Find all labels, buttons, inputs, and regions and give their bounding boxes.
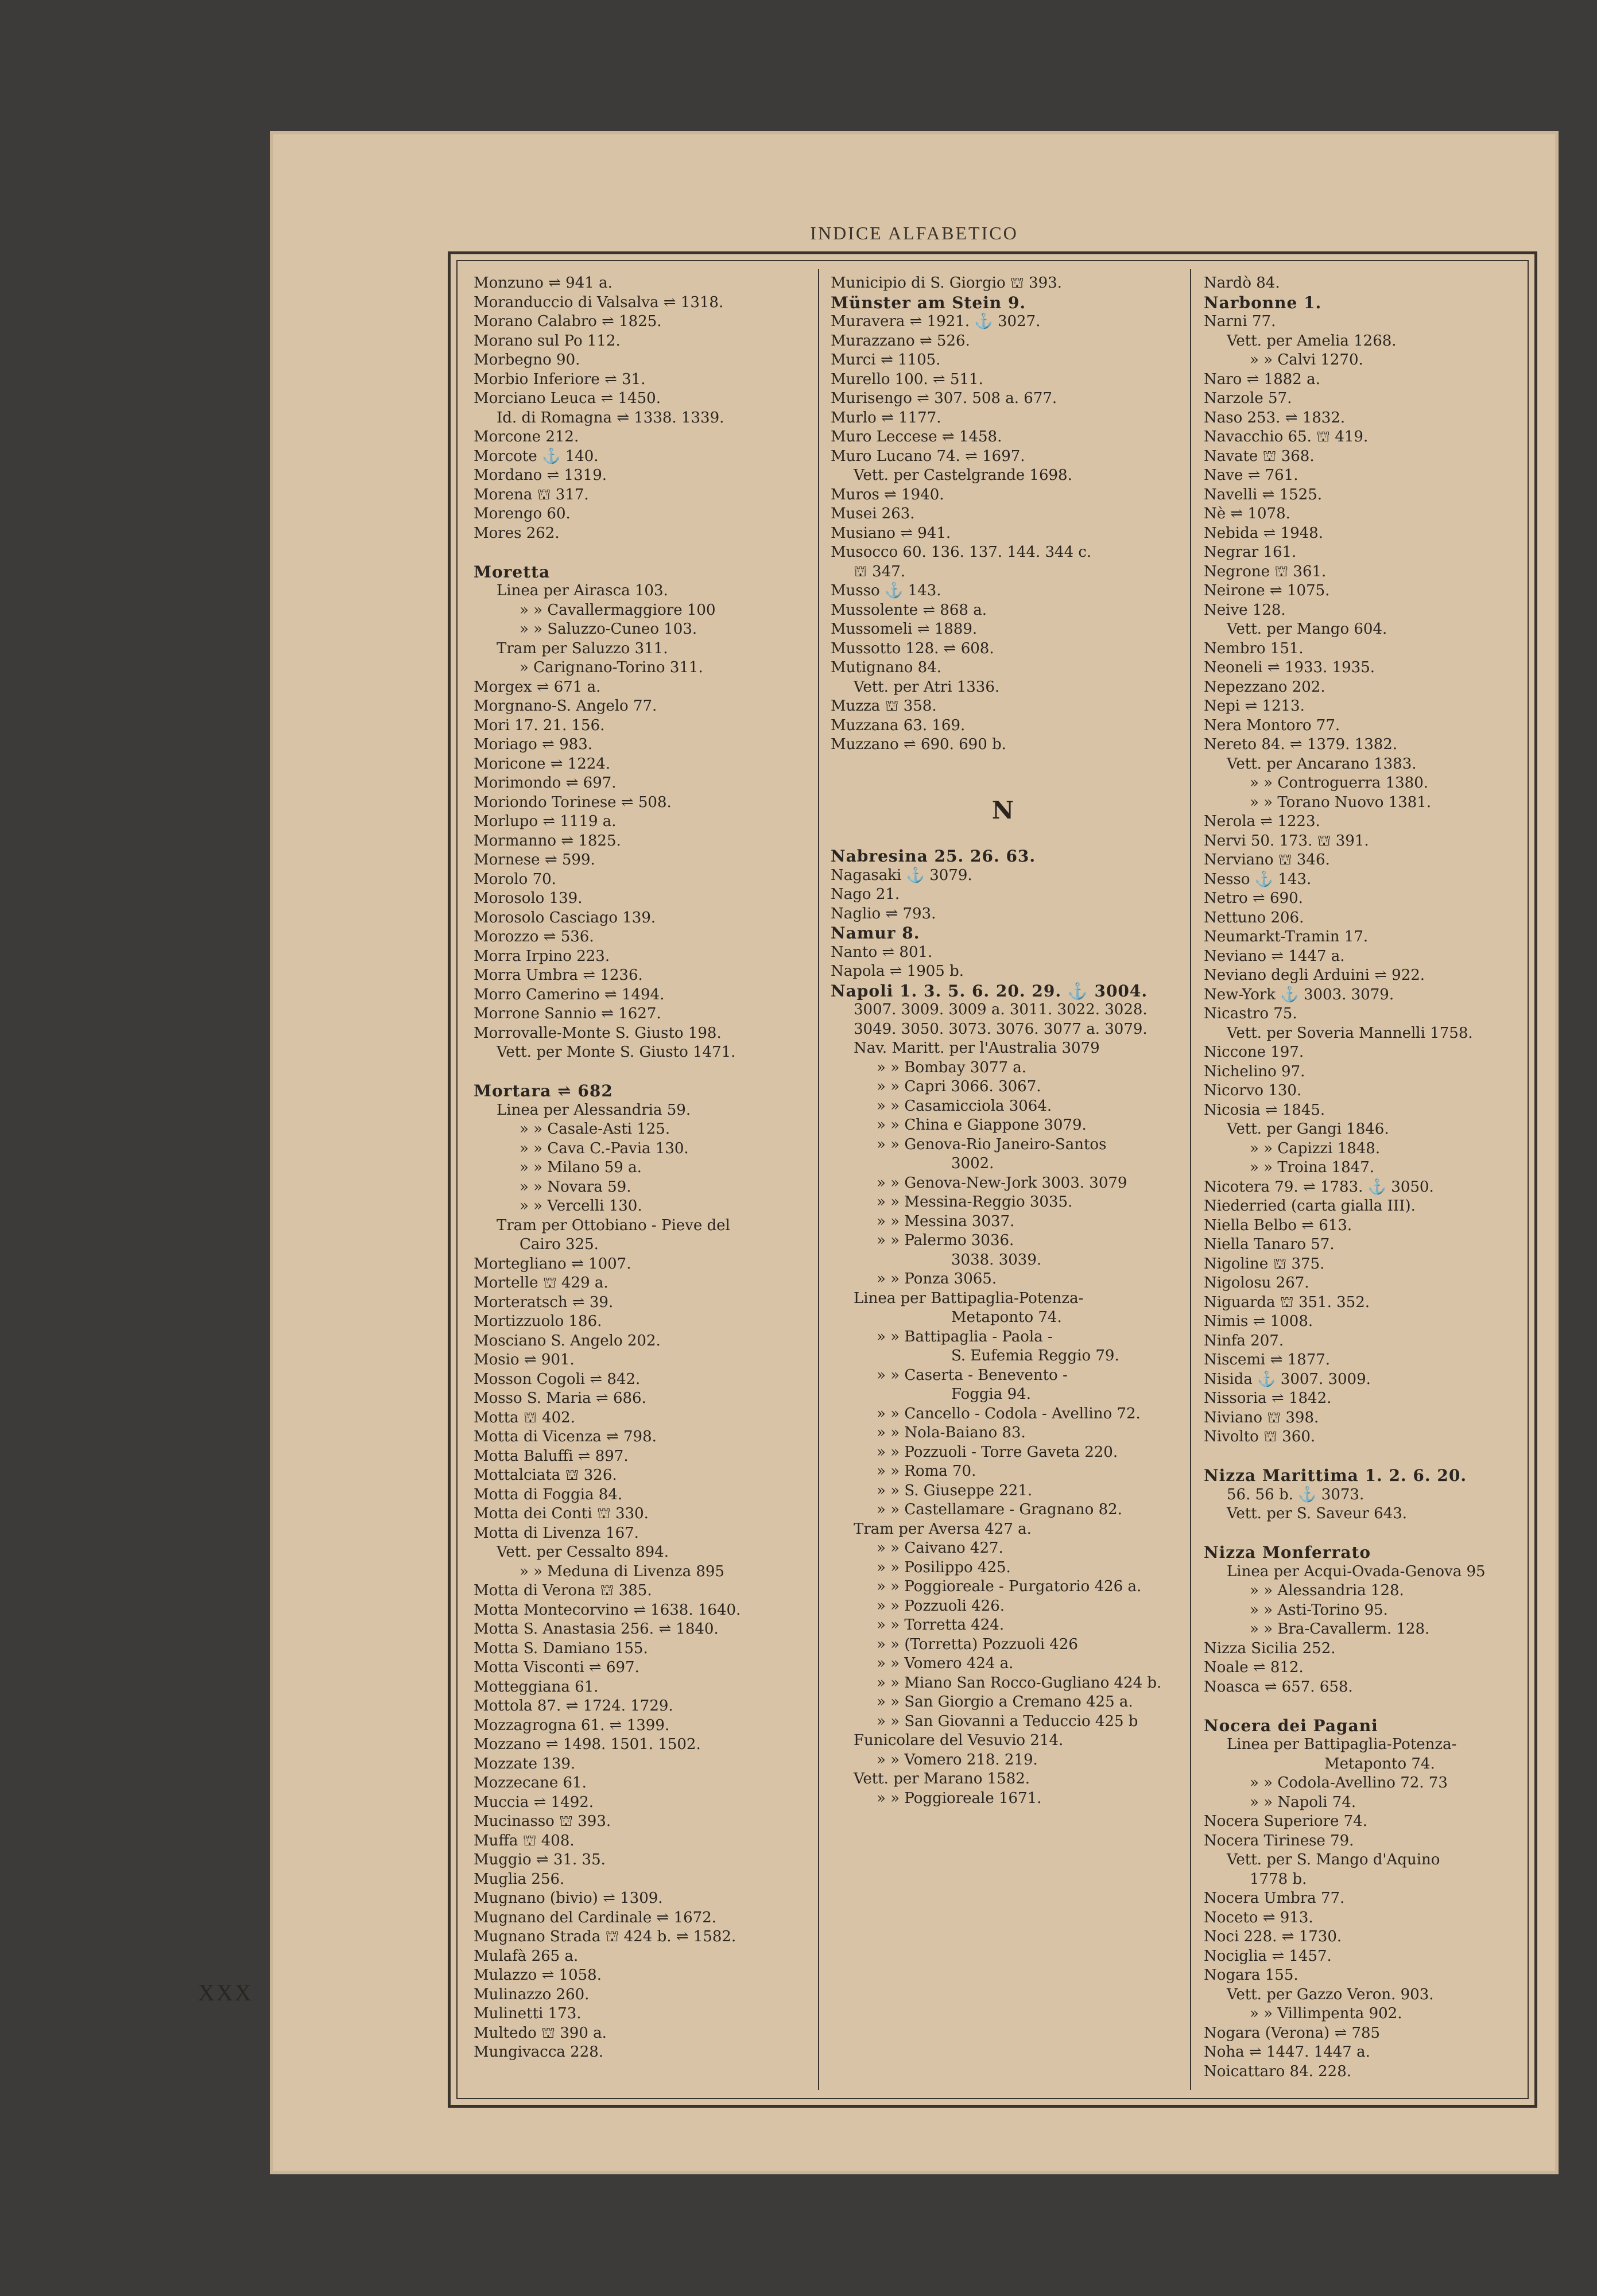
index-entry: Vett. per Gazzo Veron. 903. [1227,1985,1434,2003]
index-entry: Metaponto 74. [1324,1755,1435,1773]
index-entry: Morteratsch ⇌ 39. [474,1293,614,1311]
index-entry: Muglia 256. [474,1870,565,1888]
index-entry: Musso ⚓ 143. [831,582,941,599]
index-entry: Morlupo ⇌ 1119 a. [474,813,617,830]
index-entry: Naso 253. ⇌ 1832. [1204,409,1346,426]
index-entry: » » Cancello - Codola - Avellino 72. [877,1405,1141,1422]
index-entry: » » San Giorgio a Cremano 425 a. [877,1693,1133,1711]
index-entry: Muffa ⛫ 408. [474,1832,575,1849]
index-entry: Muzza ⛫ 358. [831,697,937,715]
page-header: INDICE ALFABETICO [810,223,1018,243]
index-entry: Linea per Battipaglia-Potenza- [854,1289,1084,1307]
index-entry: Moriondo Torinese ⇌ 508. [474,793,672,811]
index-entry: » » China e Giappone 3079. [877,1116,1087,1134]
index-entry [1204,1697,1525,1716]
index-entry: Metaponto 74. [951,1309,1062,1326]
index-entry: Napola ⇌ 1905 b. [831,963,964,980]
index-entry: » » Bra-Cavallerm. 128. [1250,1620,1430,1638]
index-entry: Niella Tanaro 57. [1204,1236,1335,1253]
index-entry: » » S. Giuseppe 221. [877,1481,1033,1499]
index-entry: Mortizzuolo 186. [474,1313,602,1330]
index-entry: Vett. per Amelia 1268. [1227,332,1397,350]
index-entry: » » Cava C.-Pavia 130. [520,1139,689,1157]
index-entry: » » Asti-Torino 95. [1250,1601,1388,1619]
index-entry: » » (Torretta) Pozzuoli 426 [877,1635,1078,1653]
index-entry: Mulinazzo 260. [474,1985,590,2003]
index-entry: Mozzecane 61. [474,1774,587,1791]
index-entry: Muzzano ⇌ 690. 690 b. [831,736,1006,753]
index-entry: Monzuno ⇌ 941 a. [474,274,613,292]
index-entry: » » Capizzi 1848. [1250,1139,1381,1157]
index-entry: Murlo ⇌ 1177. [831,409,941,426]
index-entry: Nerviano ⛫ 346. [1204,851,1330,868]
index-heading: Moretta [474,562,551,581]
index-entry: Morciano Leuca ⇌ 1450. [474,390,661,407]
index-entry: Vett. per Gangi 1846. [1227,1120,1389,1138]
index-entry: » » Torano Nuovo 1381. [1250,793,1432,811]
index-entry: Muro Lucano 74. ⇌ 1697. [831,447,1025,465]
index-entry: Nogara 155. [1204,1967,1298,1984]
index-entry: » » Casale-Asti 125. [520,1120,670,1138]
index-entry: Niella Belbo ⇌ 613. [1204,1216,1352,1234]
index-entry: Morosolo 139. [474,890,583,907]
index-entry: Municipio di S. Giorgio ⛫ 393. [831,274,1062,292]
index-entry: Nizza Sicilia 252. [1204,1639,1336,1657]
index-entry: » » Roma 70. [877,1463,976,1480]
index-entry: Nesso ⚓ 143. [1204,870,1312,888]
index-entry: Negrar 161. [1204,544,1297,561]
index-entry: Tram per Ottobiano - Pieve del [497,1216,730,1234]
index-entry: » » Troina 1847. [1250,1159,1375,1176]
index-entry: Nembro 151. [1204,639,1304,657]
index-entry: New-York ⚓ 3003. 3079. [1204,986,1394,1003]
index-entry: Murci ⇌ 1105. [831,351,941,369]
index-entry: Mortegliano ⇌ 1007. [474,1255,631,1273]
index-entry: Mottola 87. ⇌ 1724. 1729. [474,1697,673,1715]
index-entry: Narni 77. [1204,313,1276,330]
index-entry: Nera Montoro 77. [1204,716,1340,734]
index-entry: » » Torretta 424. [877,1616,1005,1634]
index-entry: Nereto 84. ⇌ 1379. 1382. [1204,736,1398,753]
index-entry: Morozzo ⇌ 536. [474,928,594,945]
index-entry: » » Vercelli 130. [520,1197,642,1215]
index-entry: Navacchio 65. ⛫ 419. [1204,428,1369,445]
index-entry: » » Controguerra 1380. [1250,774,1428,792]
index-entry: Nicotera 79. ⇌ 1783. ⚓ 3050. [1204,1178,1434,1196]
index-entry: ⛫ 347. [854,563,906,580]
index-entry: 3038. 3039. [951,1251,1042,1269]
index-entry: Vett. per Monte S. Giusto 1471. [497,1044,736,1061]
index-entry: Nepezzano 202. [1204,678,1325,696]
index-entry: Muccia ⇌ 1492. [474,1793,594,1811]
index-entry: » » Calvi 1270. [1250,351,1363,369]
index-entry: Noasca ⇌ 657. 658. [1204,1678,1353,1696]
index-entry: Mottalciata ⛫ 326. [474,1467,617,1484]
index-entry: Vett. per Castelgrande 1698. [854,467,1072,484]
index-entry: Tram per Saluzzo 311. [497,639,668,657]
index-entry: Nogara (Verona) ⇌ 785 [1204,2024,1381,2042]
index-entry: Neviano ⇌ 1447 a. [1204,947,1345,965]
index-entry: Mozzano ⇌ 1498. 1501. 1502. [474,1736,701,1753]
index-entry: » » Pozzuoli - Torre Gaveta 220. [877,1443,1118,1461]
index-entry: » » Miano San Rocco-Gugliano 424 b. [877,1674,1162,1692]
index-entry: Mutignano 84. [831,659,942,676]
index-entry: » » Codola-Avellino 72. 73 [1250,1774,1448,1791]
index-entry: 3049. 3050. 3073. 3076. 3077 a. 3079. [854,1020,1148,1038]
index-entry: » » Messina-Reggio 3035. [877,1193,1073,1211]
index-entry: Nepi ⇌ 1213. [1204,697,1305,715]
index-entry: » » Bombay 3077 a. [877,1058,1027,1076]
index-column-3 [1204,274,1525,2098]
index-entry: Neive 128. [1204,601,1286,619]
index-entry: Vett. per Atri 1336. [854,678,1000,696]
index-entry: Mozzagrogna 61. ⇌ 1399. [474,1716,670,1734]
index-entry: » » Casamicciola 3064. [877,1097,1052,1115]
index-entry: Noci 228. ⇌ 1730. [1204,1928,1342,1945]
index-entry: Naro ⇌ 1882 a. [1204,370,1320,388]
index-entry: Niguarda ⛫ 351. 352. [1204,1293,1370,1311]
index-entry: Nicastro 75. [1204,1005,1297,1022]
index-entry: Morgex ⇌ 671 a. [474,678,601,696]
index-entry: Musocco 60. 136. 137. 144. 344 c. [831,544,1092,561]
index-entry: Multedo ⛫ 390 a. [474,2024,607,2042]
index-entry: Nav. Maritt. per l'Australia 3079 [854,1040,1100,1057]
index-entry: Morimondo ⇌ 697. [474,774,617,792]
index-entry: Morbio Inferiore ⇌ 31. [474,370,646,388]
index-entry [474,1062,807,1082]
index-entry: Nicorvo 130. [1204,1082,1302,1099]
index-entry: Nettuno 206. [1204,909,1304,926]
index-entry: » » Caivano 427. [877,1539,1003,1557]
index-entry: Morena ⛫ 317. [474,486,589,503]
index-entry: » » Alessandria 128. [1250,1582,1404,1599]
index-entry: Motta di Livenza 167. [474,1524,639,1542]
index-column-1 [474,274,807,2098]
index-entry: Nardò 84. [1204,274,1280,292]
index-entry: Noceto ⇌ 913. [1204,1909,1313,1926]
index-entry: Motta ⛫ 402. [474,1409,575,1426]
index-entry: Motta dei Conti ⛫ 330. [474,1505,649,1522]
index-entry: Morcote ⚓ 140. [474,447,599,465]
index-frame-inner [456,260,1529,2099]
index-entry: Cairo 325. [520,1236,599,1253]
index-entry: Nocera Umbra 77. [1204,1890,1345,1907]
index-entry: Neviano degli Arduini ⇌ 922. [1204,967,1425,984]
index-entry: Nichelino 97. [1204,1062,1305,1080]
index-entry: » » Battipaglia - Paola - [877,1328,1053,1345]
index-entry: Nicosia ⇌ 1845. [1204,1101,1325,1119]
index-entry: Morano sul Po 112. [474,332,621,350]
index-entry: Nagasaki ⚓ 3079. [831,866,972,884]
column-divider [1190,269,1191,2090]
index-entry: 56. 56 b. ⚓ 3073. [1227,1486,1365,1503]
index-entry: Mugnano (bivio) ⇌ 1309. [474,1890,663,1907]
index-entry: Nervi 50. 173. ⛫ 391. [1204,832,1369,850]
index-entry: Noicattaro 84. 228. [1204,2062,1352,2080]
index-entry: Id. di Romagna ⇌ 1338. 1339. [497,409,724,426]
index-entry: » » Napoli 74. [1250,1793,1356,1811]
index-entry: Nave ⇌ 761. [1204,467,1298,484]
index-entry: Morgnano-S. Angelo 77. [474,697,657,715]
index-entry: Vett. per Ancarano 1383. [1227,755,1417,773]
column-divider [818,269,819,2090]
index-entry: Murazzano ⇌ 526. [831,332,970,350]
index-entry: Murello 100. ⇌ 511. [831,370,983,388]
index-heading: Mortara ⇌ 682 [474,1081,613,1100]
index-entry: » Carignano-Torino 311. [520,659,703,676]
index-entry: Muros ⇌ 1940. [831,486,944,503]
index-entry: Motta Visconti ⇌ 697. [474,1659,639,1676]
index-entry: » » Vomero 218. 219. [877,1751,1038,1768]
index-entry: Muggio ⇌ 31. 35. [474,1851,606,1868]
index-heading: Napoli 1. 3. 5. 6. 20. 29. ⚓ 3004. [831,981,1148,1000]
index-entry: Ninfa 207. [1204,1332,1284,1349]
index-entry: Linea per Airasca 103. [497,582,668,599]
index-entry: Mozzate 139. [474,1755,576,1773]
index-entry: » » Nola-Baiano 83. [877,1424,1026,1441]
index-entry: Morro Camerino ⇌ 1494. [474,986,665,1003]
index-entry: Noale ⇌ 812. [1204,1659,1304,1676]
index-entry: 1778 b. [1250,1870,1307,1888]
index-entry: Navate ⛫ 368. [1204,447,1315,465]
index-entry: » » Saluzzo-Cuneo 103. [520,620,697,638]
index-entry: Mucinasso ⛫ 393. [474,1813,611,1830]
index-entry: Nago 21. [831,886,900,903]
index-entry [1204,1447,1525,1467]
index-entry: Nocera Tirinese 79. [1204,1832,1354,1849]
index-entry: Naglio ⇌ 793. [831,905,936,922]
index-entry: Mornese ⇌ 599. [474,851,595,868]
index-entry [1204,1524,1525,1543]
index-entry: » » Castellamare - Gragnano 82. [877,1501,1122,1518]
index-entry: Moranduccio di Valsalva ⇌ 1318. [474,293,724,311]
index-entry: Motteggiana 61. [474,1678,599,1696]
index-entry: Neirone ⇌ 1075. [1204,582,1330,599]
index-entry: » » Palermo 3036. [877,1232,1014,1249]
index-entry [831,774,1175,793]
index-entry: Mulafà 265 a. [474,1947,579,1965]
index-entry: Nigoline ⛫ 375. [1204,1255,1325,1273]
index-entry: Muro Leccese ⇌ 1458. [831,428,1002,445]
index-entry: Vett. per Mango 604. [1227,620,1387,638]
index-entry: Mosso S. Maria ⇌ 686. [474,1390,646,1407]
index-heading: N [991,796,1014,824]
index-entry: Mores 262. [474,524,560,542]
index-entry: Motta Baluffi ⇌ 897. [474,1447,629,1465]
index-entry: » » Pozzuoli 426. [877,1597,1005,1615]
index-entry: Niccone 197. [1204,1044,1304,1061]
index-entry: » » Genova-New-Jork 3003. 3079 [877,1174,1127,1192]
index-entry: » » Ponza 3065. [877,1270,997,1287]
index-entry: Nivolto ⛫ 360. [1204,1428,1316,1445]
index-entry: Morano Calabro ⇌ 1825. [474,313,662,330]
index-frame [448,251,1537,2108]
index-entry [474,543,807,563]
index-entry: » » Cavallermaggiore 100 [520,601,716,619]
index-entry: Morrovalle-Monte S. Giusto 198. [474,1024,722,1042]
page-number: XXX [198,1980,253,2006]
book-page [270,131,1559,2174]
index-entry: Moriago ⇌ 983. [474,736,593,753]
index-entry: Funicolare del Vesuvio 214. [854,1732,1064,1749]
index-entry: S. Eufemia Reggio 79. [951,1347,1119,1364]
index-entry: Nociglia ⇌ 1457. [1204,1947,1332,1965]
index-entry: Mussolente ⇌ 868 a. [831,601,987,619]
index-entry: Mugnano del Cardinale ⇌ 1672. [474,1909,717,1926]
index-entry: Mosciano S. Angelo 202. [474,1332,661,1349]
index-entry: Mugnano Strada ⛫ 424 b. ⇌ 1582. [474,1928,737,1945]
index-entry: Mungivacca 228. [474,2043,604,2061]
index-entry: » » Poggioreale 1671. [877,1789,1042,1807]
index-heading: Namur 8. [831,924,920,943]
index-entry: Nigolosu 267. [1204,1274,1309,1292]
index-entry: Nebida ⇌ 1948. [1204,524,1323,542]
index-entry: » » Caserta - Benevento - [877,1366,1068,1384]
index-entry: Tram per Aversa 427 a. [854,1520,1032,1538]
index-entry: Mulazzo ⇌ 1058. [474,1967,602,1984]
index-entry: Mosson Cogoli ⇌ 842. [474,1370,641,1388]
index-entry: Nocera Superiore 74. [1204,1813,1367,1830]
index-entry: Mortelle ⛫ 429 a. [474,1274,608,1292]
index-entry: Musei 263. [831,505,915,522]
index-entry: » » Capri 3066. 3067. [877,1078,1041,1095]
index-entry: Linea per Battipaglia-Potenza- [1227,1736,1457,1753]
index-heading: Münster am Stein 9. [831,293,1026,312]
index-entry: Mussotto 128. ⇌ 608. [831,639,994,657]
index-entry: Morbegno 90. [474,351,580,369]
index-entry: Morosolo Casciago 139. [474,909,656,926]
index-entry: Niscemi ⇌ 1877. [1204,1351,1331,1368]
index-column-2 [831,274,1175,2098]
index-entry: Morcone 212. [474,428,579,445]
index-entry [831,755,1175,774]
index-entry: Negrone ⛫ 361. [1204,563,1327,580]
index-entry: Nimis ⇌ 1008. [1204,1313,1313,1330]
index-entry: Morolo 70. [474,870,556,888]
index-entry: Navelli ⇌ 1525. [1204,486,1323,503]
index-entry: Muravera ⇌ 1921. ⚓ 3027. [831,313,1041,330]
index-entry: Linea per Alessandria 59. [497,1101,691,1119]
index-entry: Moricone ⇌ 1224. [474,755,611,773]
index-entry [831,828,1175,847]
index-entry: Motta di Verona ⛫ 385. [474,1582,652,1599]
index-entry: Muzzana 63. 169. [831,716,966,734]
index-entry: Motta Montecorvino ⇌ 1638. 1640. [474,1601,741,1619]
index-entry: Vett. per S. Saveur 643. [1227,1505,1408,1522]
index-entry: Noha ⇌ 1447. 1447 a. [1204,2043,1370,2061]
index-entry: » » Messina 3037. [877,1212,1015,1230]
index-entry: Vett. per S. Mango d'Aquino [1227,1851,1440,1868]
index-entry: Musiano ⇌ 941. [831,524,951,542]
index-entry: » » Poggioreale - Purgatorio 426 a. [877,1578,1142,1595]
index-entry: » » Novara 59. [520,1178,631,1196]
index-entry: Mori 17. 21. 156. [474,716,605,734]
index-entry: Nissoria ⇌ 1842. [1204,1390,1332,1407]
index-entry: » » Vomero 424 a. [877,1655,1014,1672]
index-entry: » » Genova-Rio Janeiro-Santos [877,1135,1107,1153]
index-heading: Narbonne 1. [1204,293,1322,312]
index-entry: Morra Irpino 223. [474,947,610,965]
index-entry: Nè ⇌ 1078. [1204,505,1290,522]
index-entry: Motta S. Damiano 155. [474,1639,648,1657]
index-entry: Niederried (carta gialla III). [1204,1197,1416,1215]
index-entry: Narzole 57. [1204,390,1292,407]
index-entry: Morrone Sannio ⇌ 1627. [474,1005,661,1022]
index-heading: Nizza Marittima 1. 2. 6. 20. [1204,1466,1467,1485]
index-entry: Morengo 60. [474,505,571,522]
index-entry: » » Posilippo 425. [877,1558,1011,1576]
index-entry: Mulinetti 173. [474,2005,582,2022]
index-entry: Vett. per Soveria Mannelli 1758. [1227,1024,1473,1042]
index-entry: Nanto ⇌ 801. [831,943,933,961]
index-entry: Morra Umbra ⇌ 1236. [474,967,643,984]
index-entry: » » San Giovanni a Teduccio 425 b [877,1712,1138,1730]
index-entry: Mordano ⇌ 1319. [474,467,607,484]
index-heading: Nizza Monferrato [1204,1543,1371,1562]
index-entry: 3002. [951,1155,994,1172]
index-entry: Linea per Acqui-Ovada-Genova 95 [1227,1562,1486,1580]
index-entry: Neumarkt-Tramin 17. [1204,928,1369,945]
index-entry: Vett. per Marano 1582. [854,1770,1030,1787]
index-entry: Neoneli ⇌ 1933. 1935. [1204,659,1375,676]
index-heading: Nabresina 25. 26. 63. [831,847,1036,866]
index-entry: Netro ⇌ 690. [1204,890,1303,907]
index-heading: Nocera dei Pagani [1204,1716,1378,1735]
index-entry: Mosio ⇌ 901. [474,1351,575,1368]
index-entry: Murisengo ⇌ 307. 508 a. 677. [831,390,1057,407]
index-entry: Nisida ⚓ 3007. 3009. [1204,1370,1371,1388]
index-entry: » » Milano 59 a. [520,1159,642,1176]
index-entry: Motta di Vicenza ⇌ 798. [474,1428,657,1445]
index-entry: 3007. 3009. 3009 a. 3011. 3022. 3028. [854,1001,1148,1018]
index-entry: » » Villimpenta 902. [1250,2005,1402,2022]
index-entry: Vett. per Cessalto 894. [497,1543,669,1561]
index-entry: Motta di Foggia 84. [474,1486,623,1503]
index-entry: Mormanno ⇌ 1825. [474,832,621,850]
index-entry: Nerola ⇌ 1223. [1204,813,1320,830]
index-entry: Motta S. Anastasia 256. ⇌ 1840. [474,1620,719,1638]
index-entry: Foggia 94. [951,1386,1031,1403]
index-entry: » » Meduna di Livenza 895 [520,1562,724,1580]
index-entry: Mussomeli ⇌ 1889. [831,620,978,638]
index-entry: Niviano ⛫ 398. [1204,1409,1319,1426]
